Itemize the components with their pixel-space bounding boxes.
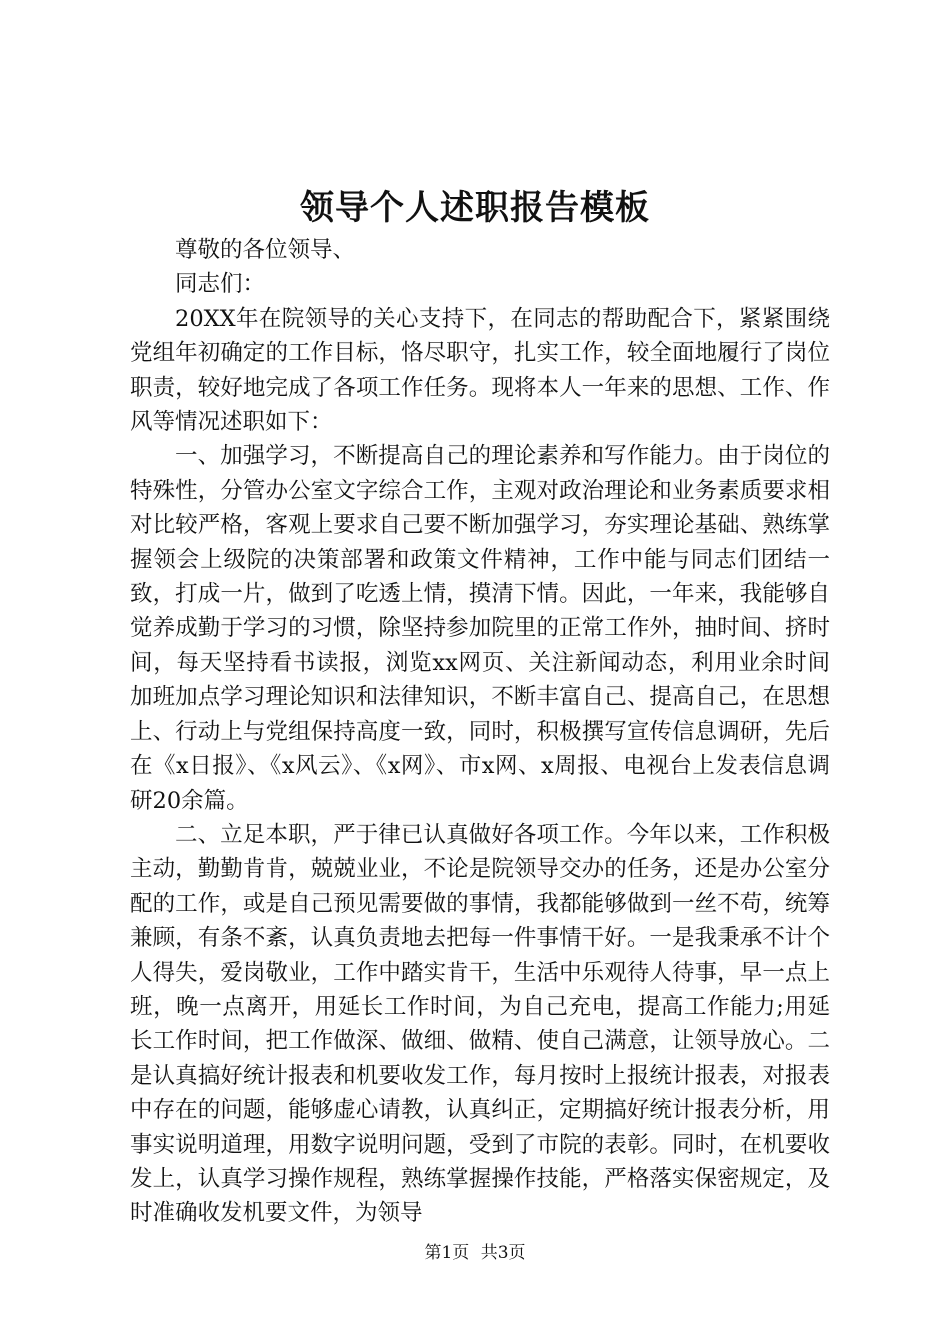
section-one-paragraph: 一、加强学习，不断提高自己的理论素养和写作能力。由于岗位的特殊性，分管办公室文字综合工作，主观对政治理论和业务素质要求相对比较严格，客观上要求自己要不断加强学习，夯实理论基础、熟练掌握领会上级院的决策部署和政策文件精神，工作中能与同志们团结一致，打成一片，做到了吃透上情，摸清下情。因此，一年来，我能够自觉养成勤于学习的习惯，除坚持参加院里的正常工作外，抽时间、挤时间，每天坚持看书读报，浏览xx网页、关注新闻动态，利用业余时间加班加点学习理论知识和法律知识，不断丰富自己、提高自己，在思想上、行动上与党组保持高度一致，同时，积极撰写宣传信息调研，先后在《x日报》、《x风云》、《x网》、市x网、x周报、电视台上发表信息调研20余篇。 — [130, 443, 830, 814]
salutation-line-1: 尊敬的各位领导、 — [175, 237, 356, 263]
page-total: 共3页 — [480, 1243, 526, 1263]
salutation-line-2: 同志们： — [175, 271, 266, 298]
page-footer — [0, 1240, 950, 1266]
page-number: 第1页 — [424, 1243, 470, 1263]
document-body — [130, 233, 830, 1231]
intro-paragraph: 20XX年在院领导的关心支持下，在同志的帮助配合下，紧紧围绕党组年初确定的工作目标，恪尽职守，扎实工作，较全面地履行了岗位职责，较好地完成了各项工作任务。现将本人一年来的思想、工作、作风等情况述职如下： — [130, 305, 830, 436]
section-two-paragraph: 二、立足本职，严于律已认真做好各项工作。今年以来，工作积极主动，勤勤肯肯，兢兢业业，不论是院领导交办的任务，还是办公室分配的工作，或是自己预见需要做的事情，我都能够做到一丝不苟，统筹兼顾，有条不紊，认真负责地去把每一件事情干好。一是我秉承不计个人得失，爱岗敬业，工作中踏实肯干，生活中乐观待人待事，早一点上班，晚一点离开，用延长工作时间，为自己充电，提高工作能力;用延长工作时间，把工作做深、做细、做精、使自己满意，让领导放心。二是认真搞好统计报表和机要收发工作，每月按时上报统计报表，对报表中存在的问题，能够虚心请教，认真纠正，定期搞好统计报表分析，用事实说明道理，用数字说明问题，受到了市院的表彰。同时，在机要收发上，认真学习操作规程，熟练掌握操作技能，严格落实保密规定，及时准确收发机要文件，为领导 — [130, 821, 830, 1227]
page-title: 领导个人述职报告模板 — [300, 188, 650, 228]
